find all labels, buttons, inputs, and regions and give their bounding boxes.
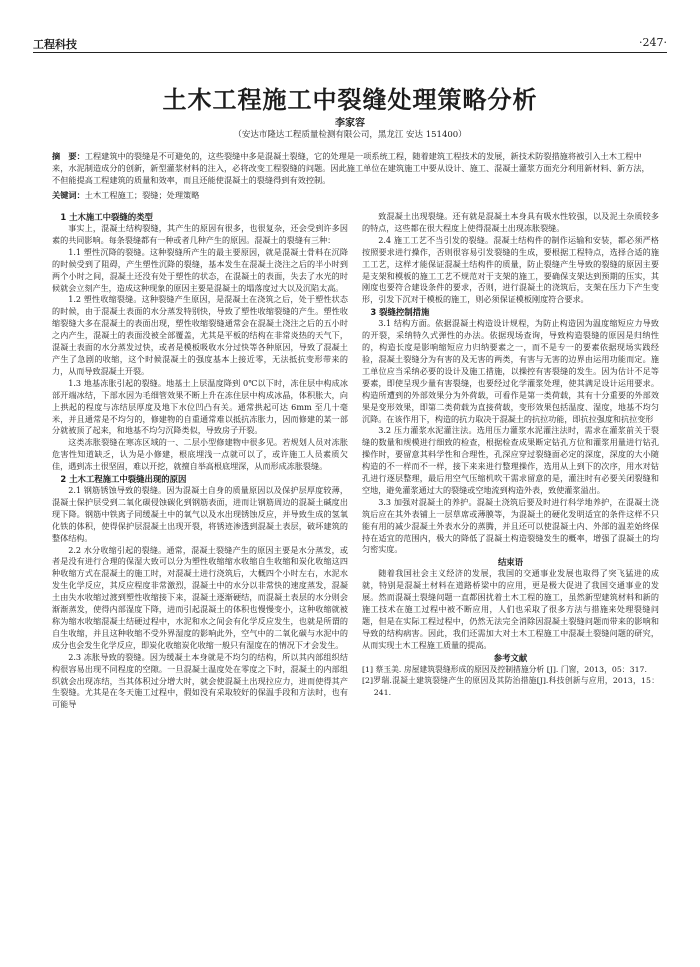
abstract (52, 150, 656, 186)
section-heading: 3 裂缝控制措施 (370, 307, 430, 318)
paragraph: 1.1 塑性沉降的裂缝。这种裂缝所产生的最主要原因，就是混凝土骨料在沉降的时候受到了阻碍，产生塑性沉降的裂缝，基本发生在混凝土浇注之后的半小时到两个小时之间，混凝土还没有处于塑性的状态，在混凝土的表面，失去了水光的时候就会立刻产生，造成这种现象的原因主要是混凝土的塌落度过大以及沉陷太高。 (52, 246, 348, 293)
reference-item: [2]罗瑞.混凝土建筑裂缝产生的原因及其防治措施[J].科技创新与应用，2013，15：241. (362, 676, 659, 697)
section-heading: 1 土木施工中裂缝的类型 (60, 212, 153, 222)
paragraph: 2.4 施工工艺不当引发的裂缝。混凝土结构件的制作运输和安装，都必须严格按照要求进行操作，否则很容易引发裂缝的生成，要根据工程特点，选择合适的施工工艺，这样才能保证混凝土结构件的质量，防止裂缝产生导致的裂缝的原因主要是支架和模板的施工工艺不规范对于支架的施工，要确保支架达到预期的压实，其刚度也要符合建设条件的要求，否则，进行混凝土的浇筑后，支架在压力下产生变形，引发下沉对于模板的施工，则必须保证模板刚度符合要求。 (362, 234, 659, 305)
keywords-text: 土木工程施工；裂缝；处理策略 (84, 190, 200, 200)
right-column (362, 211, 659, 698)
section-heading: 结束语 (497, 557, 524, 568)
abstract-text: 工程建筑中的裂缝是不可避免的，这些裂缝中多是混凝土裂缝，它的处理是一项系统工程，随着建筑工程技术的发展，新技术防裂措施将被引入土木工程中来，水泥制造成分的创新，新型灌浆材料的注入，必将改变工程裂缝的问题。因此施工单位在建筑施工中要从设计、施工、混凝土灌浆方面充分利用新材料、新方法，不但能提高工程建筑的质量和效率，而且还能使混凝土的裂缝得到有效控制。 (52, 151, 650, 185)
running-header (33, 36, 667, 53)
keywords-label: 关键词： (52, 190, 85, 200)
paragraph: 随着我国社会主义经济的发展，我国的交通事业发展也取得了突飞猛进的成就，特别是混凝土材料在道路桥梁中的应用，更是极大促进了我国交通事业的发展。然而混凝土裂缝问题一直都困扰着土木工程的施工，虽然新型建筑材料和新的施工技术在施工过程中被不断应用，人们也采取了很多方法与措施来处理裂缝问题，但是在实际工程过程中，仍然无法完全消除因混凝土裂缝问题而带来的影响和导致的结构病害。因此，我们还需加大对土木工程施工中混凝土裂缝问题的研究，从而实现土木工程施工质量的提高。 (362, 568, 659, 650)
section-heading: 参考文献 (493, 652, 528, 663)
paragraph: 2.3 冻胀导致的裂缝。因为缓凝土本身就是不均匀的结构，所以其内部组织结构很容易出现不同程度的空隙。一旦混凝土温度处在零度之下时，混凝土的内部组织就会出现冻结，当其体积过分增大时，就会使混凝土出现拉应力，进而使得其产生裂缝。尤其是在冬天施工过程中，假如没有采取较好的保温手段和方法时，也有可能导 (52, 651, 348, 710)
paragraph: 2.2 水分收缩引起的裂缝。通常，混凝土裂缝产生的原因主要是水分蒸发，或者是没有进行合理的保湿大致可以分为塑性收缩缩水收缩自生收缩和炭化收缩这四种收缩方式在混凝土的施工时，对混凝土进行浇筑后，大概四个小时左右，水泥水发生化学反应，其反应程度非常激烈，混凝土中的水分以非常快的速度蒸发，混凝土由失水收缩过渡到塑性收缩接下来，混凝土逐渐硬结，而混凝土表层的水分则会渐渐蒸发，使得内部湿度下降，进而引起混凝土的体积也慢慢变小，这种收缩就被称为缩水收缩混凝土结硬过程中，水泥和水之间会有化学反应发生，也就是所谓的自生收缩，并且这种收缩不受外界湿度的影响此外，空气中的二氧化碳与水泥中的成分也会发生化学反应，即炭化收缩炭化收缩一般只有湿度在的情况下才会发生。 (52, 544, 348, 650)
paragraph: 3.1 结构方面。依据混凝土构造设计规程，为防止构造因为温度缩短应力导致的开裂，采纳特久式弹性的办法。依据现场查询，导致构造裂缝的原因是归纳性的，构造长度是影响缩短应力归纳要素之一，而不是专一的要素依据现场实践经验，混凝土裂缝分为有害的及无害的两类，有害与无害的边界由运用功能而定。施工单位应当采纳必要的设计及施工措施，以操控有害裂缝的发生。因为估计不足等要素，即使呈现少量有害裂缝，也要经过化学灌浆处理，使其满足设计运用要求。构造所遭到的外部效果分为外荷载，可看作是第一类荷载，其有十分重要的外部效果是变形效果，即第二类荷载为直接荷载，变形效果包括温度、湿度，地基不均匀沉降。在该作用下，构造的抗力取决于混凝土的抗拉功能，即抗拉强度和抗拉变形 (362, 318, 659, 424)
paragraph: 致混凝土出现裂缝。还有就是混凝土本身具有吸水性较强，以及泥土杂质较多的特点，这些都在很大程度上使得混凝土出现冻胀裂缝。 (362, 211, 659, 233)
author-name: 李家容 (335, 118, 365, 129)
paragraph: 3.3 加强对混凝土的养护。混凝土浇筑后要及时进行科学地养护，在混凝土浇筑后应在其外表铺上一层草席或薄膜等，为混凝土的硬化发明适宜的条件这样不只能有用的减少混凝土外表水分的蒸腾，并且还可以使混凝土内、外部的温差始终保持在适宜的范围内，极大的降低了混凝土构造裂缝发生的概率，增强了混凝土的均匀密实度。 (362, 496, 659, 555)
page-number: ·247· (639, 36, 667, 49)
left-column (52, 211, 348, 711)
paragraph: 1.3 地基冻胀引起的裂缝。地基土上层温度降到 0℃以下时，冻住层中构成冰部开端冰结，下部水因为毛细管效果不断上升在冻住层中构成冰晶，体积胀大，向上拱起的程度与冻结层厚度及地下水位凹凸有关。通常拱起可达 6mm 至几十毫米，并且通常是不均匀的，修建物的自重通常难以抵抗冻胀力，因而修建的某一部分就被顶了起来，和地基不均匀沉降类似，导致房子开裂。 (52, 377, 348, 436)
author-affiliation: （安达市隆达工程质量检测有限公司，黑龙江 安达 151400） (233, 130, 467, 140)
paragraph: 2.1 钢筋锈蚀导致的裂缝。因为混凝土自身的质量原因以及保护层厚度较薄，混凝土保护层受到二氧化碳侵蚀碳化到钢筋表面，进而让钢筋周边的混凝土碱度出现下降。钢筋中铁离子同缓凝土中的氧气以及水出现锈蚀反应，并导致生成的氢氧化铁的体积，使得保护层混凝土出现开裂，将锈迹渗透到混凝土表层，破坏建筑的整体结构。 (52, 485, 348, 543)
journal-section-name: 工程科技 (33, 38, 77, 51)
paragraph: 3.2 压力灌浆水泥灌注法。选用压力灌浆水泥灌注法时，需求在灌浆前关于裂缝的数量和规模进行细致的检查，根据检查成果断定钻孔方位和灌浆用量进行钻孔操作时，要留意其料学性和合理性，孔深应穿过裂缝面必定的深度，深度的大小随构造的不一样而不一样，接下来来进行整理操作，选用从上到下的次序，用水对钻孔进行逐层整理，最后用空气压缩机吹干需求留意的是，灌注时有必要关闭裂缝和空地，避免灌浆通过大的裂缝或空地流到构造外表，致使灌浆溢出。 (362, 425, 659, 495)
section-heading: 2 土木工程施工中裂缝出现的原因 (60, 474, 187, 485)
paragraph: 这类冻胀裂缝在寒冻区域的一、二层小型修建物中很多见。若规划人员对冻胀危害性知道缺乏，认为是小修建，根底埋浅一点就可以了，或许施工人员素质欠佳，遇到冻土很坚固，难以开挖，就擅自举高根底埋深，从而形成冻胀裂缝。 (52, 437, 348, 472)
keywords (52, 189, 656, 201)
paragraph: 1.2 塑性收缩裂缝。这种裂缝产生原因，是混凝土在浇筑之后，处于塑性状态的时候，由于混凝土表面的水分蒸发特别快，导致了塑性收缩裂缝的产生。塑性收缩裂缝大多在混凝土的表面出现，塑性收缩裂缝通常会在混凝土浇注之后的五小时之内产生，混凝土的表面没被全部覆盖，尤其是平板的结构在非常炎热的天气下，混凝土表面的水分蒸发过快，或者是模板吸收水分过快等各种原因，导致了混凝土产生了急剧的收缩，这个时候混凝土的强度基本上接近零，无法抵抗变形带来的力，从而导致混凝土开裂。 (52, 294, 348, 376)
article-title: 土木工程施工中裂缝处理策略分析 (162, 86, 538, 114)
abstract-label: 摘 要： (52, 151, 85, 161)
paragraph: 事实上，混凝土结构裂缝，其产生的原因有很多，也很复杂，还会受到许多因素的共同影响。每条裂缝都有一种或者几种产生的原因。混凝土的裂缝有三种： (52, 223, 348, 245)
reference-item: [1] 蔡玉美. 房屋建筑裂缝形成的原因及控制措施分析 [J]. 门窗，2013，05：317. (362, 664, 647, 674)
